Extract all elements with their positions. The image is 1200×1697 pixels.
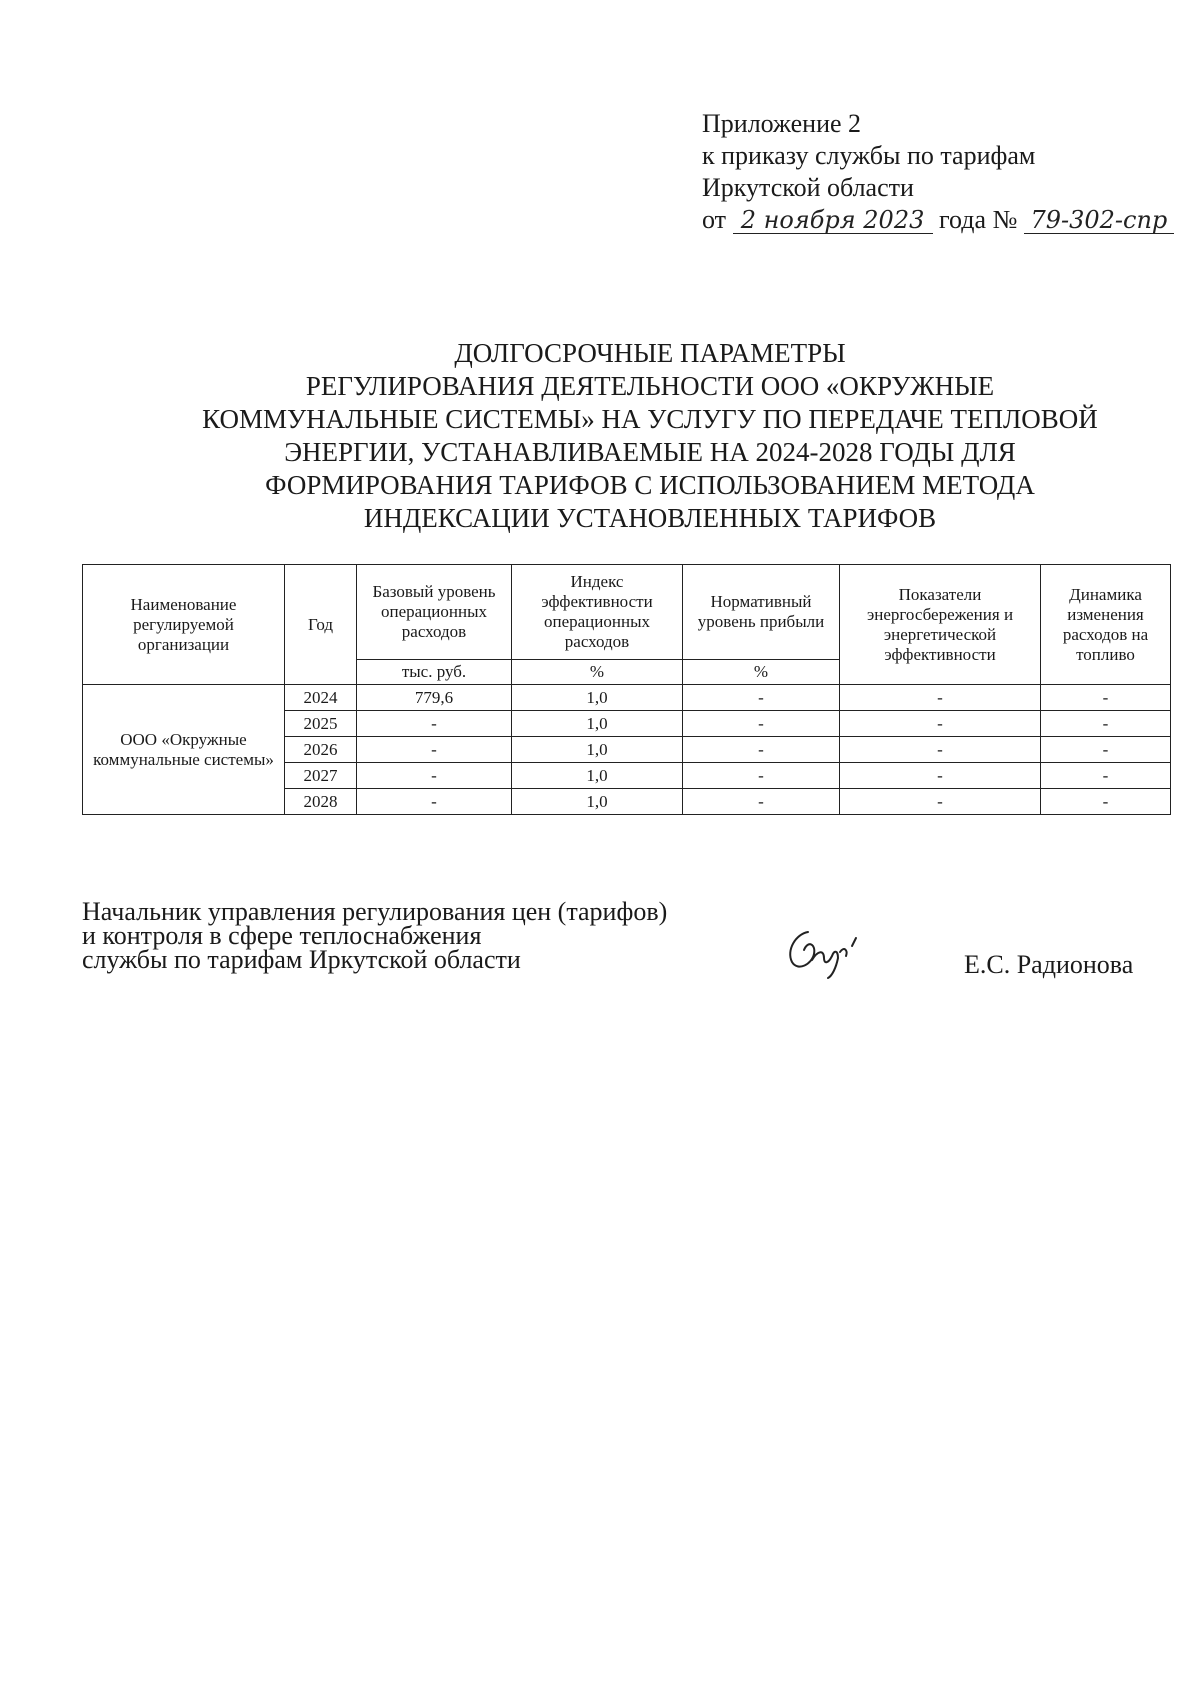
cell-base-level: - (357, 711, 512, 737)
cell-year: 2024 (285, 685, 357, 711)
cell-profit-level: - (683, 789, 840, 815)
annex-line-3: Иркутской области (702, 173, 914, 202)
cell-year: 2027 (285, 763, 357, 789)
unit-profit-level: % (683, 660, 840, 685)
title-line: ЭНЕРГИИ, УСТАНАВЛИВАЕМЫЕ НА 2024-2028 ГОДЫ ДЛЯ (284, 437, 1016, 467)
header-fuel-dynamics: Динамика изменения расходов на топливо (1041, 565, 1171, 685)
cell-energy-indicators: - (840, 763, 1041, 789)
header-org: Наименование регулируемой организации (83, 565, 285, 685)
cell-profit-level: - (683, 685, 840, 711)
annex-line-4 (702, 204, 1174, 236)
header-profit-level: Нормативный уровень прибыли (683, 565, 840, 660)
cell-efficiency-index: 1,0 (512, 685, 683, 711)
annex-number-label: года № (939, 205, 1018, 234)
cell-efficiency-index: 1,0 (512, 711, 683, 737)
cell-energy-indicators: - (840, 711, 1041, 737)
title-line: ИНДЕКСАЦИИ УСТАНОВЛЕННЫХ ТАРИФОВ (363, 503, 937, 533)
header-year: Год (285, 565, 357, 685)
handwritten-signature-icon (778, 920, 878, 980)
unit-base-level: тыс. руб. (357, 660, 512, 685)
annex-line-2: к приказу службы по тарифам (702, 141, 1036, 170)
cell-fuel-dynamics: - (1041, 763, 1171, 789)
cell-efficiency-index: 1,0 (512, 789, 683, 815)
cell-base-level: - (357, 789, 512, 815)
cell-fuel-dynamics: - (1041, 789, 1171, 815)
handwritten-order-number: 79-302-спр (1024, 207, 1174, 234)
title-line: КОММУНАЛЬНЫЕ СИСТЕМЫ» НА УСЛУГУ ПО ПЕРЕДАЧЕ ТЕПЛОВОЙ (202, 404, 1098, 434)
position-line-1: Начальник управления регулирования цен (тарифов) (82, 897, 668, 926)
header-base-level: Базовый уровень операционных расходов (357, 565, 512, 660)
unit-efficiency-index: % (512, 660, 683, 685)
position-line-3: службы по тарифам Иркутской области (82, 945, 521, 974)
document-title (150, 337, 1150, 535)
cell-energy-indicators: - (840, 789, 1041, 815)
table-row (83, 685, 1171, 711)
cell-energy-indicators: - (840, 685, 1041, 711)
handwritten-date: 2 ноября 2023 (733, 207, 933, 234)
cell-profit-level: - (683, 711, 840, 737)
cell-base-level: - (357, 763, 512, 789)
annex-date-prefix: от (702, 205, 727, 234)
title-line: РЕГУЛИРОВАНИЯ ДЕЯТЕЛЬНОСТИ ООО «ОКРУЖНЫЕ (305, 371, 995, 401)
organization-name: ООО «Окружные коммунальные системы» (83, 685, 285, 815)
cell-year: 2025 (285, 711, 357, 737)
header-efficiency-index: Индекс эффективности операционных расходов (512, 565, 683, 660)
signatory-position (82, 897, 668, 974)
parameters-table (82, 564, 1171, 815)
cell-efficiency-index: 1,0 (512, 737, 683, 763)
cell-base-level: - (357, 737, 512, 763)
cell-year: 2026 (285, 737, 357, 763)
annex-block (702, 108, 1174, 236)
cell-efficiency-index: 1,0 (512, 763, 683, 789)
header-energy-indicators: Показатели энергосбережения и энергетической эффективности (840, 565, 1041, 685)
cell-base-level: 779,6 (357, 685, 512, 711)
cell-year: 2028 (285, 789, 357, 815)
cell-profit-level: - (683, 737, 840, 763)
cell-energy-indicators: - (840, 737, 1041, 763)
annex-line-1: Приложение 2 (702, 109, 862, 138)
position-line-2: и контроля в сфере теплоснабжения (82, 921, 482, 950)
signer-name: Е.С. Радионова (964, 950, 1134, 979)
cell-fuel-dynamics: - (1041, 685, 1171, 711)
title-line: ДОЛГОСРОЧНЫЕ ПАРАМЕТРЫ (454, 338, 846, 368)
cell-profit-level: - (683, 763, 840, 789)
cell-fuel-dynamics: - (1041, 737, 1171, 763)
title-line: ФОРМИРОВАНИЯ ТАРИФОВ С ИСПОЛЬЗОВАНИЕМ МЕТОДА (265, 470, 1035, 500)
cell-fuel-dynamics: - (1041, 711, 1171, 737)
